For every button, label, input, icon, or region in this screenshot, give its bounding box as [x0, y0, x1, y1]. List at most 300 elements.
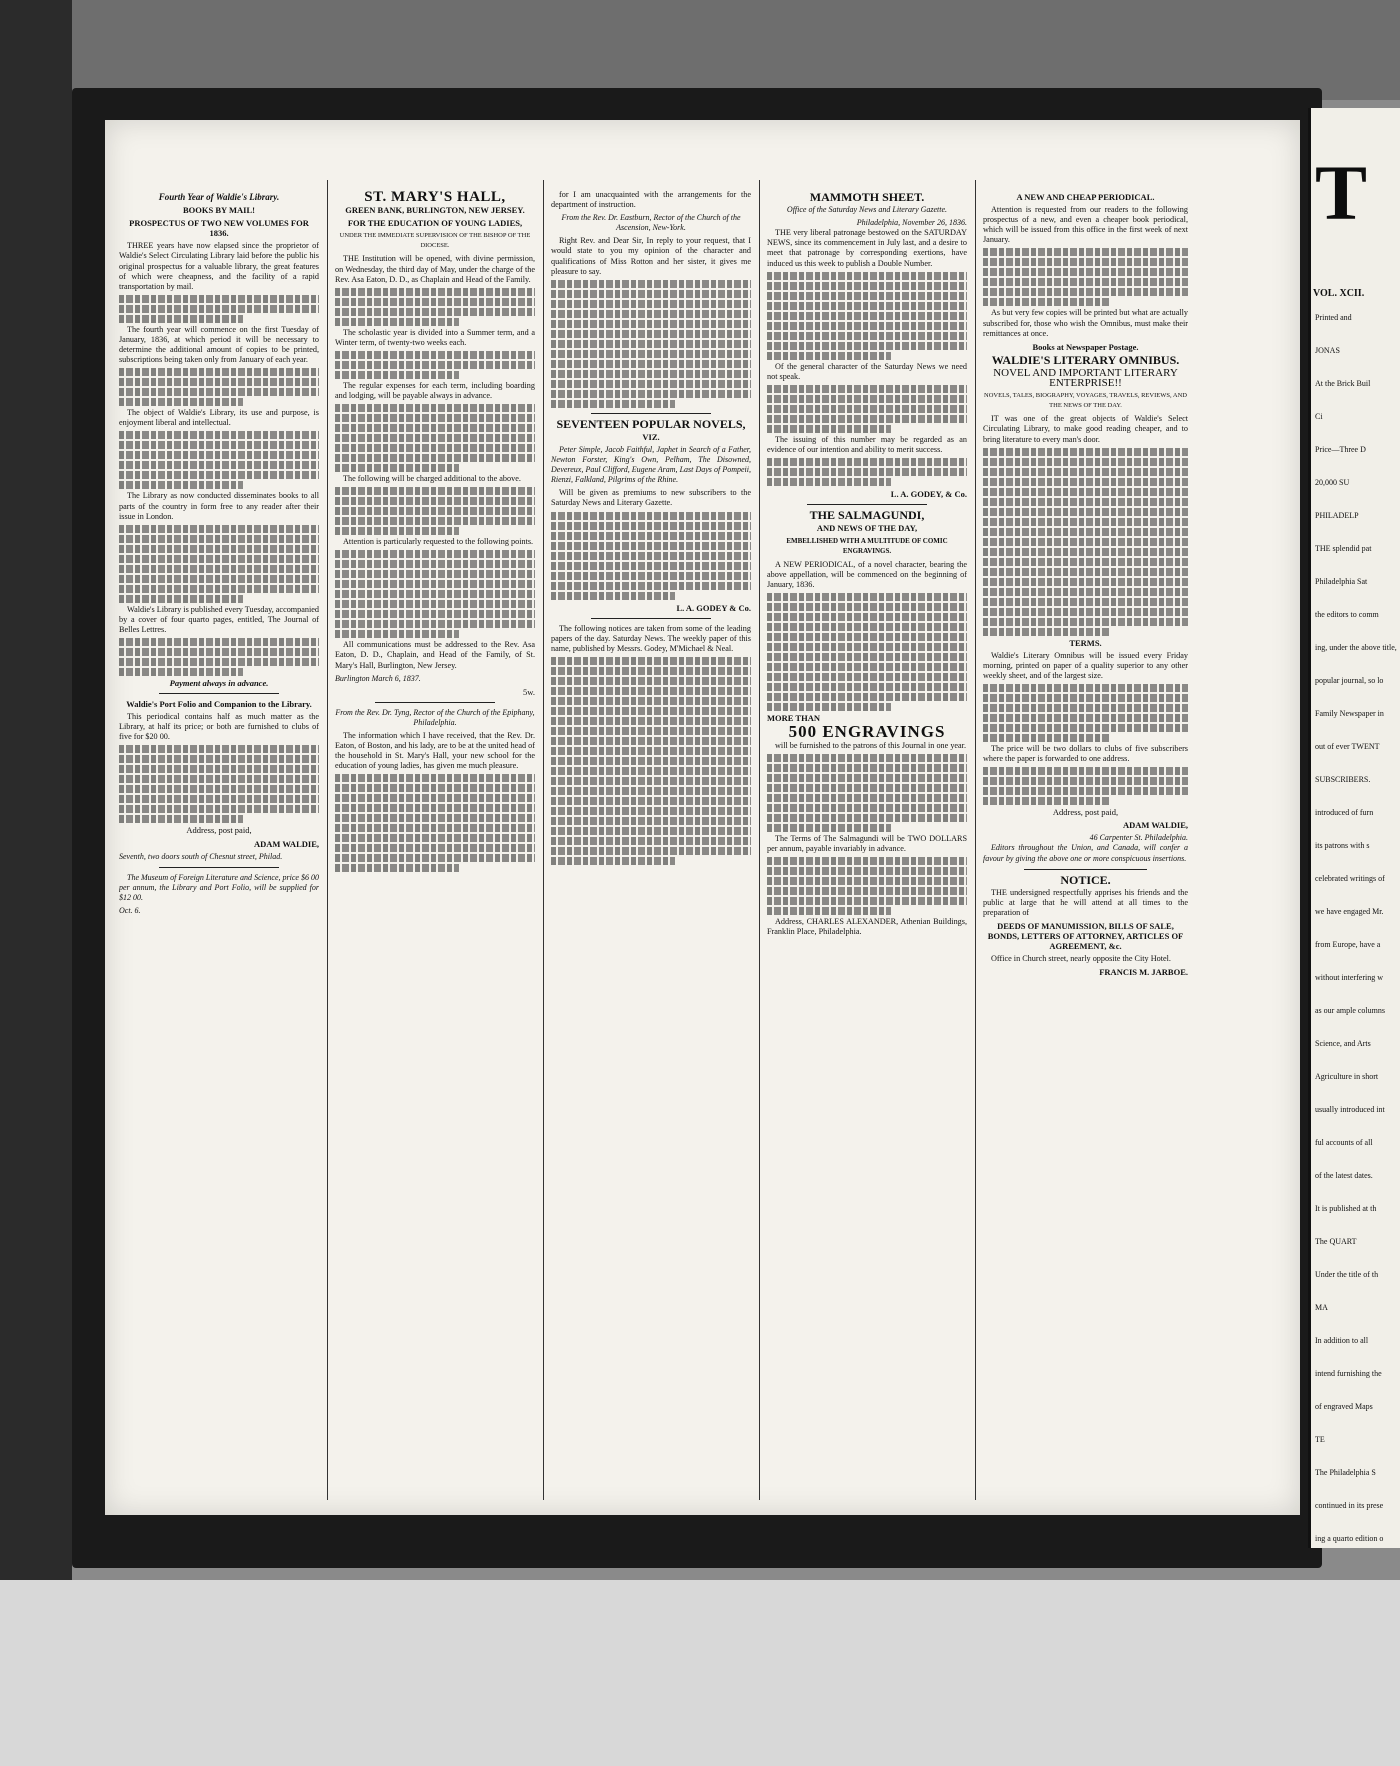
library-para: The object of Waldie's Library, its use and purpose, is enjoyment liberal and intellectual.	[119, 408, 319, 428]
illegible-text	[335, 824, 535, 832]
strip-text-line: Science, and Arts	[1315, 1039, 1371, 1048]
strip-text-line: Printed and	[1315, 313, 1352, 322]
illegible-text	[767, 887, 967, 895]
cheap-periodical-title: A NEW AND CHEAP PERIODICAL.	[1016, 192, 1155, 202]
omnibus-terms: Waldie's Literary Omnibus will be issued every Friday morning, printed on paper of a quality superior to any other weekly sheet, and of the largest size.	[983, 650, 1188, 680]
illegible-text	[119, 398, 243, 406]
tyng-letter-heading: From the Rev. Dr. Tyng, Rector of the Church of the Epiphany, Philadelphia.	[335, 707, 535, 727]
library-lead: THREE years have now elapsed since the proprietor of Waldie's Select Circulating Library laid before the public his original prospectus for a valuable library, the great features of which were cheapness, and the facility of a rapid transportation by mail.	[119, 241, 319, 291]
illegible-text	[119, 775, 319, 783]
press-notices: The following notices are taken from some of the leading papers of the day. Saturday News. The weekly paper of this name, published by Messrs. Godey, M'Michael & Neal.	[551, 623, 751, 653]
divider	[375, 702, 495, 703]
portfolio-title: Waldie's Port Folio and Companion to the Library.	[126, 699, 312, 710]
divider	[159, 693, 279, 694]
strip-text-line: without interfering w	[1315, 973, 1383, 982]
illegible-text	[551, 512, 751, 520]
illegible-text	[119, 441, 319, 449]
strip-text-line: usually introduced int	[1315, 1105, 1385, 1114]
illegible-text	[119, 815, 243, 823]
strip-text-line: SUBSCRIBERS.	[1315, 775, 1371, 784]
strip-text-line: as our ample columns	[1315, 1006, 1385, 1015]
library-prospectus-title: PROSPECTUS OF TWO NEW VOLUMES FOR 1836.	[129, 218, 309, 239]
strip-text-line: from Europe, have a	[1315, 940, 1381, 949]
museum-notice: The Museum of Foreign Literature and Science, price $6 00 per annum, the Library and Port Folio, will be supplied for $12 00.	[119, 872, 319, 902]
illegible-text	[335, 517, 535, 525]
strip-text-line: celebrated writings of	[1315, 874, 1385, 883]
eastburn-letter-heading: From the Rev. Dr. Eastburn, Rector of the Church of the Ascension, New-York.	[561, 213, 741, 233]
illegible-text	[983, 608, 1188, 616]
st-marys-dateline: Burlington March 6, 1837.	[335, 673, 421, 683]
illegible-text	[551, 300, 751, 308]
more-than: MORE THAN	[767, 712, 820, 723]
illegible-text	[767, 804, 967, 812]
strip-text-line: ful accounts of all	[1315, 1138, 1373, 1147]
illegible-text	[767, 332, 967, 340]
illegible-text	[983, 704, 1188, 712]
illegible-text	[335, 507, 535, 515]
st-marys-para: All communications must be addressed to the Rev. Asa Eaton, D. D., Chaplain, and Head of the Family, of St. Mary's Hall, Burlington, New Jersey.	[335, 640, 535, 670]
illegible-text	[335, 487, 535, 495]
illegible-text	[551, 787, 751, 795]
illegible-text	[335, 318, 459, 326]
illegible-text	[983, 468, 1188, 476]
column-rule	[327, 180, 328, 1500]
enterprise-title: NOVEL AND IMPORTANT LITERARY ENTERPRISE!!	[993, 366, 1178, 390]
illegible-text	[983, 528, 1188, 536]
illegible-text	[983, 498, 1188, 506]
illegible-text	[119, 368, 319, 376]
library-signature-address: Seventh, two doors south of Chesnut street, Philad.	[119, 851, 283, 861]
illegible-text	[767, 643, 967, 651]
notice-office: Office in Church street, nearly opposite the City Hotel.	[991, 954, 1171, 964]
illegible-text	[767, 405, 967, 413]
library-signature: ADAM WALDIE,	[253, 838, 319, 849]
illegible-text	[767, 814, 967, 822]
illegible-text	[551, 280, 751, 288]
column-waldie-library	[119, 190, 319, 1500]
st-marys-para: The following will be charged additional to the above.	[343, 474, 521, 484]
illegible-text	[119, 745, 319, 753]
st-marys-title: ST. MARY'S HALL,	[364, 190, 506, 205]
strip-text-line: Price—Three D	[1315, 445, 1366, 454]
st-marys-lead: THE Institution will be opened, with divine permission, on Wednesday, the third day of May, under the charge of the Rev. Asa Eaton, D. D., as Chaplain and Head of the Family.	[335, 254, 535, 284]
illegible-text	[119, 295, 319, 303]
strip-text-line: the editors to comm	[1315, 610, 1379, 619]
illegible-text	[119, 545, 319, 553]
illegible-text	[335, 600, 535, 608]
illegible-text	[551, 330, 751, 338]
illegible-text	[551, 707, 751, 715]
illegible-text	[551, 837, 751, 845]
illegible-text	[551, 727, 751, 735]
strip-text-line: introduced of furn	[1315, 808, 1374, 817]
st-marys-para: The regular expenses for each term, including boarding and lodging, will be payable always in advance.	[335, 380, 535, 401]
library-payment: Payment always in advance.	[169, 677, 269, 688]
st-marys-run: 5w.	[523, 686, 535, 697]
illegible-text	[119, 668, 243, 676]
illegible-text	[983, 448, 1188, 456]
illegible-text	[551, 400, 675, 408]
strip-text-line: ing a quarto edition o	[1315, 1534, 1384, 1543]
illegible-text	[551, 532, 751, 540]
illegible-text	[119, 481, 243, 489]
illegible-text	[767, 352, 891, 360]
illegible-text	[335, 854, 535, 862]
strip-text-line: Family Newspaper in	[1315, 709, 1384, 718]
strip-text-line: 20,000 SU	[1315, 478, 1350, 487]
illegible-text	[767, 774, 967, 782]
illegible-text	[983, 248, 1188, 256]
illegible-text	[119, 585, 319, 593]
illegible-text	[119, 638, 319, 646]
masthead-logo-fragment: T	[1315, 149, 1368, 236]
illegible-text	[335, 804, 535, 812]
illegible-text	[335, 834, 535, 842]
strip-text-line: popular journal, so lo	[1315, 676, 1384, 685]
strip-text-line: of engraved Maps	[1315, 1402, 1373, 1411]
library-para: Waldie's Library is published every Tuesday, accompanied by a cover of four quarto pages, entitled, The Journal of Belles Lettres.	[119, 604, 319, 634]
volume-label: VOL. XCII.	[1313, 288, 1365, 299]
illegible-text	[335, 371, 459, 379]
illegible-text	[983, 548, 1188, 556]
strip-text-line: In addition to all	[1315, 1336, 1369, 1345]
illegible-text	[335, 560, 535, 568]
newspaper-page	[105, 120, 1300, 1515]
illegible-text	[551, 817, 751, 825]
divider	[159, 867, 279, 868]
illegible-text	[119, 461, 319, 469]
illegible-text	[335, 298, 535, 306]
illegible-text	[551, 847, 751, 855]
illegible-text	[551, 717, 751, 725]
mammoth-publisher: L. A. GODEY, & Co.	[890, 489, 967, 500]
scanner-background-top	[0, 0, 1400, 100]
illegible-text	[767, 593, 967, 601]
illegible-text	[335, 444, 535, 452]
illegible-text	[335, 527, 459, 535]
column-rule	[543, 180, 544, 1500]
illegible-text	[335, 630, 459, 638]
illegible-text	[767, 867, 967, 875]
illegible-text	[551, 767, 751, 775]
illegible-text	[767, 754, 967, 762]
illegible-text	[335, 497, 535, 505]
illegible-text	[767, 282, 967, 290]
illegible-text	[551, 522, 751, 530]
illegible-text	[551, 827, 751, 835]
illegible-text	[551, 310, 751, 318]
illegible-text	[551, 797, 751, 805]
strip-text-line: The Philadelphia S	[1315, 1468, 1376, 1477]
illegible-text	[767, 764, 967, 772]
strip-text-line: JONAS	[1315, 346, 1340, 355]
illegible-text	[767, 322, 967, 330]
column-rule	[975, 180, 976, 1500]
salmagundi-title: THE SALMAGUNDI,	[809, 508, 925, 523]
strip-text-line: Agriculture in short	[1315, 1072, 1379, 1081]
illegible-text	[335, 864, 459, 872]
cheap-periodical-para: As but very few copies will be printed but what are actually subscribed for, those who wish the Omnibus, must make their remittances at once.	[983, 308, 1188, 338]
illegible-text	[767, 468, 967, 476]
illegible-text	[767, 907, 891, 915]
illegible-text	[767, 683, 967, 691]
illegible-text	[551, 777, 751, 785]
illegible-text	[335, 414, 535, 422]
illegible-text	[551, 390, 751, 398]
illegible-text	[767, 312, 967, 320]
strip-text-line: At the Brick Buil	[1315, 379, 1371, 388]
column-st-marys-hall	[335, 190, 535, 1500]
illegible-text	[335, 590, 535, 598]
column-omnibus	[983, 190, 1188, 1500]
st-marys-location: GREEN BANK, BURLINGTON, NEW JERSEY.	[345, 205, 525, 216]
illegible-text	[551, 582, 751, 590]
illegible-text	[767, 633, 967, 641]
illegible-text	[983, 628, 1110, 636]
illegible-text	[767, 415, 967, 423]
illegible-text	[119, 648, 319, 656]
illegible-text	[551, 360, 751, 368]
illegible-text	[119, 595, 243, 603]
strip-text-line: Ci	[1315, 412, 1323, 421]
illegible-text	[983, 518, 1188, 526]
illegible-text	[767, 703, 891, 711]
library-para: The Library as now conducted disseminates books to all parts of the country in form free to any reader after their issue in London.	[119, 491, 319, 521]
illegible-text	[767, 794, 967, 802]
illegible-text	[551, 747, 751, 755]
illegible-text	[551, 350, 751, 358]
illegible-text	[983, 508, 1188, 516]
st-marys-continued: for I am unacquainted with the arrangements for the department of instruction.	[551, 190, 751, 210]
scanner-background-left	[0, 0, 72, 1766]
illegible-text	[119, 451, 319, 459]
illegible-text	[983, 258, 1188, 266]
strip-text-line: of the latest dates.	[1315, 1171, 1373, 1180]
strip-text-line: The QUART	[1315, 1237, 1357, 1246]
illegible-text	[767, 784, 967, 792]
illegible-text	[983, 787, 1188, 795]
illegible-text	[551, 657, 751, 665]
illegible-text	[335, 580, 535, 588]
illegible-text	[119, 765, 319, 773]
illegible-text	[767, 458, 967, 466]
illegible-text	[551, 592, 675, 600]
omnibus-signature: ADAM WALDIE,	[1122, 820, 1188, 831]
illegible-text	[335, 361, 535, 369]
illegible-text	[335, 774, 535, 782]
illegible-text	[983, 598, 1188, 606]
illegible-text	[335, 784, 535, 792]
salmagundi-lead: A NEW PERIODICAL, of a novel character, bearing the above appellation, will be commenced on the beginning of January, 1836.	[767, 559, 967, 589]
salmagundi-address: Address, CHARLES ALEXANDER, Athenian Buildings, Franklin Place, Philadelphia.	[767, 917, 967, 937]
illegible-text	[119, 785, 319, 793]
library-date: Oct. 6.	[119, 906, 141, 915]
enterprise-subtitle: NOVELS, TALES, BIOGRAPHY, VOYAGES, TRAVELS, REVIEWS, AND THE NEWS OF THE DAY.	[984, 392, 1187, 410]
illegible-text	[767, 673, 967, 681]
mammoth-office: Office of the Saturday News and Literary Gazette.	[786, 205, 948, 215]
omnibus-price: The price will be two dollars to clubs of five subscribers where the paper is forwarded to one address.	[983, 743, 1188, 764]
illegible-text	[983, 714, 1188, 722]
illegible-text	[551, 562, 751, 570]
notice-signature: FRANCIS M. JARBOE.	[1099, 967, 1188, 978]
omnibus-editors-note: Editors throughout the Union, and Canada, will confer a favour by giving the above one or more conspicuous insertions.	[983, 843, 1188, 863]
library-heading-top: Fourth Year of Waldie's Library.	[158, 192, 280, 202]
illegible-text	[551, 697, 751, 705]
illegible-text	[767, 342, 967, 350]
scanner-background-bottom	[0, 1580, 1400, 1766]
illegible-text	[767, 877, 967, 885]
illegible-text	[983, 288, 1188, 296]
illegible-text	[551, 380, 751, 388]
portfolio-lead: This periodical contains half as much matter as the Library, at half its price; or both are furnished to clubs of five for $20 00.	[119, 712, 319, 742]
mammoth-title: MAMMOTH SHEET.	[809, 190, 925, 204]
illegible-text	[983, 488, 1188, 496]
illegible-text	[335, 288, 535, 296]
st-marys-supervision: UNDER THE IMMEDIATE SUPERVISION OF THE BISHOP OF THE DIOCESE.	[339, 232, 531, 250]
illegible-text	[767, 395, 967, 403]
illegible-text	[767, 292, 967, 300]
illegible-text	[551, 552, 751, 560]
illegible-text	[983, 588, 1188, 596]
illegible-text	[551, 542, 751, 550]
illegible-text	[335, 620, 535, 628]
illegible-text	[335, 550, 535, 558]
illegible-text	[119, 555, 319, 563]
novels-list: Peter Simple, Jacob Faithful, Japhet in Search of a Father, Newton Forster, King's Own, Pelham, The Disowned, Devereux, Paul Clifford, Eugene Aram, Last Days of Pompeii, Rienzi, Falkland, Pilgrims of the Rhine.	[551, 444, 751, 485]
illegible-text	[983, 458, 1188, 466]
strip-text-line: MA	[1315, 1303, 1328, 1312]
illegible-text	[551, 572, 751, 580]
divider	[1024, 869, 1147, 870]
illegible-text	[119, 565, 319, 573]
salmagundi-subtitle: AND NEWS OF THE DAY,	[816, 523, 918, 534]
illegible-text	[983, 767, 1188, 775]
illegible-text	[335, 308, 535, 316]
illegible-text	[119, 471, 319, 479]
notice-deeds: DEEDS OF MANUMISSION, BILLS OF SALE, BONDS, LETTERS OF ATTORNEY, ARTICLES OF AGREEMENT, &c.	[987, 921, 1184, 952]
library-address-label: Address, post paid,	[186, 825, 252, 836]
illegible-text	[767, 623, 967, 631]
illegible-text	[767, 824, 891, 832]
library-heading-sub: BOOKS BY MAIL!	[183, 205, 255, 216]
novels-title: SEVENTEEN POPULAR NOVELS,	[556, 416, 746, 431]
illegible-text	[767, 653, 967, 661]
illegible-text	[551, 370, 751, 378]
novels-viz: VIZ.	[642, 431, 660, 442]
strip-text-line: ing, under the above title,	[1315, 643, 1397, 652]
illegible-text	[335, 794, 535, 802]
illegible-text	[335, 404, 535, 412]
illegible-text	[983, 568, 1188, 576]
illegible-text	[551, 757, 751, 765]
illegible-text	[767, 478, 891, 486]
illegible-text	[767, 385, 967, 393]
illegible-text	[983, 777, 1188, 785]
illegible-text	[767, 603, 967, 611]
illegible-text	[983, 734, 1110, 742]
st-marys-purpose: FOR THE EDUCATION OF YOUNG LADIES,	[347, 218, 523, 229]
adjacent-page-strip	[1308, 108, 1400, 1548]
salmagundi-terms: The Terms of The Salmagundi will be TWO DOLLARS per annum, payable invariably in advance.	[767, 834, 967, 854]
strip-text-line: Under the title of th	[1315, 1270, 1379, 1279]
illegible-text	[119, 535, 319, 543]
strip-text-line: intend furnishing the	[1315, 1369, 1382, 1378]
tyng-letter: The information which I have received, that the Rev. Dr. Eaton, of Boston, and his lady, are to be at the united head of the household in St. Mary's Hall, your new school for the education of young ladies, has given me much pleasure.	[335, 730, 535, 771]
illegible-text	[335, 434, 535, 442]
strip-text-line: TE	[1315, 1435, 1325, 1444]
engravings-body: will be furnished to the patrons of this Journal in one year.	[775, 740, 967, 750]
mammoth-dateline: Philadelphia, November 26, 1836.	[856, 218, 967, 228]
notice-body: THE undersigned respectfully apprises his friends and the public at large that he will attend at all times to the preparation of	[983, 887, 1188, 917]
cheap-periodical-lead: Attention is requested from our readers to the following prospectus of a new, and even a cheaper book periodical, which will be issued from this office in the first week of next January.	[983, 205, 1188, 245]
terms-heading: TERMS.	[1069, 637, 1102, 648]
library-para: The fourth year will commence on the first Tuesday of January, 1836, at which period it will be necessary to determine the additional amount of copies to be printed, subscriptions being taken only from January of each year.	[119, 324, 319, 365]
strip-text-line: its patrons with s	[1315, 841, 1370, 850]
illegible-text	[551, 340, 751, 348]
st-marys-para: The scholastic year is divided into a Summer term, and a Winter term, of twenty-two weeks each.	[335, 327, 535, 347]
illegible-text	[983, 298, 1110, 306]
illegible-text	[983, 278, 1188, 286]
illegible-text	[767, 613, 967, 621]
illegible-text	[335, 570, 535, 578]
illegible-text	[119, 575, 319, 583]
enterprise-lead: IT was one of the great objects of Waldie's Select Circulating Library, to make good reading cheaper, and to bring literature to every man's door.	[983, 414, 1188, 444]
illegible-text	[551, 667, 751, 675]
illegible-text	[983, 797, 1110, 805]
illegible-text	[767, 857, 967, 865]
illegible-text	[119, 658, 319, 666]
strip-text-line: we have engaged Mr.	[1315, 907, 1384, 916]
mammoth-lead: THE very liberal patronage bestowed on the SATURDAY NEWS, since its commencement in July last, and a desire to meet that patronage by corresponding exertions, have induced us this week to publish a Double Number.	[767, 228, 967, 268]
mammoth-para: The issuing of this number may be regarded as an evidence of our intention and ability to merit success.	[767, 434, 967, 454]
illegible-text	[551, 320, 751, 328]
strip-text-line: out of ever TWENT	[1315, 742, 1380, 751]
column-mammoth-sheet	[767, 190, 967, 1500]
strip-text-line: THE splendid pat	[1315, 544, 1372, 553]
illegible-text	[335, 844, 535, 852]
illegible-text	[767, 693, 967, 701]
illegible-text	[119, 305, 319, 313]
illegible-text	[551, 807, 751, 815]
postage-heading: Books at Newspaper Postage.	[1032, 341, 1139, 352]
omnibus-signature-address: 46 Carpenter St. Philadelphia.	[1089, 833, 1188, 843]
illegible-text	[767, 272, 967, 280]
st-marys-para: Attention is particularly requested to the following points.	[343, 537, 534, 547]
illegible-text	[983, 478, 1188, 486]
illegible-text	[983, 268, 1188, 276]
omnibus-title: WALDIE'S LITERARY OMNIBUS.	[991, 352, 1180, 367]
divider	[591, 413, 711, 414]
illegible-text	[119, 315, 243, 323]
strip-text-line: continued in its prese	[1315, 1501, 1384, 1510]
engravings-headline: 500 ENGRAVINGS	[788, 721, 946, 741]
notice-title: NOTICE.	[1060, 872, 1111, 887]
strip-text-line: It is published at th	[1315, 1204, 1377, 1213]
illegible-text	[119, 388, 319, 396]
illegible-text	[119, 431, 319, 439]
strip-text-line: PHILADELP	[1315, 511, 1359, 520]
column-novels	[551, 190, 751, 1500]
illegible-text	[767, 302, 967, 310]
illegible-text	[335, 814, 535, 822]
illegible-text	[983, 694, 1188, 702]
illegible-text	[551, 677, 751, 685]
illegible-text	[335, 454, 535, 462]
illegible-text	[983, 684, 1188, 692]
illegible-text	[119, 378, 319, 386]
illegible-text	[983, 538, 1188, 546]
omnibus-address-label: Address, post paid,	[1052, 807, 1119, 818]
